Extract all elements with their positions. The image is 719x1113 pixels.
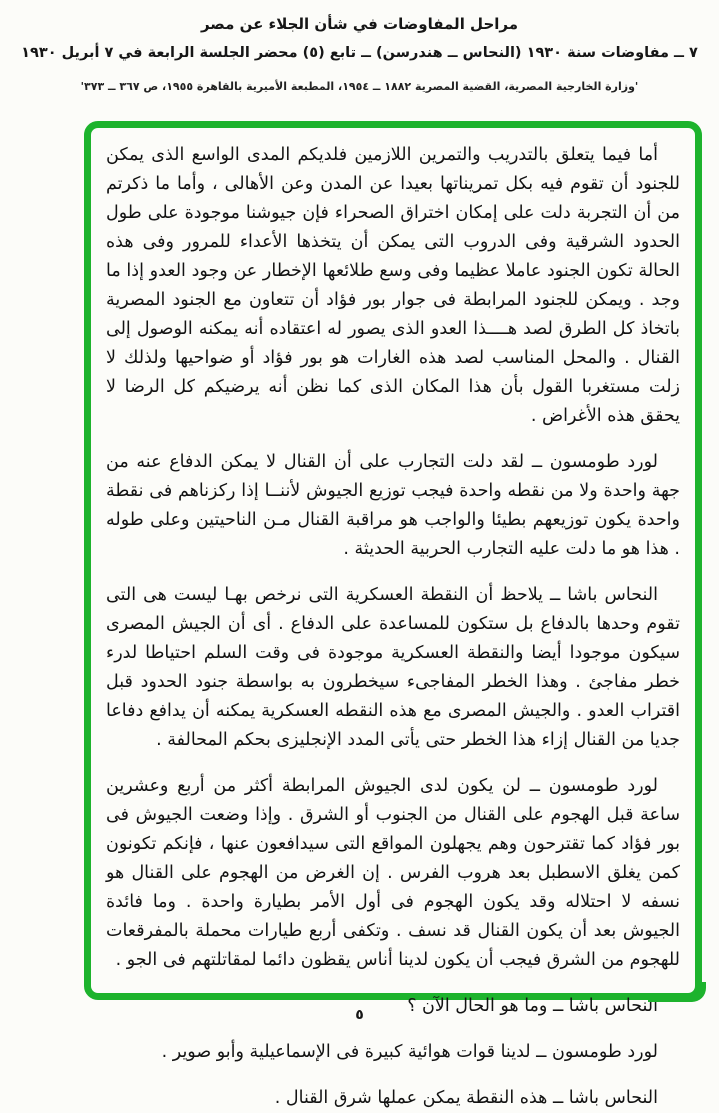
- body-paragraph: النحاس باشا ــ وما هو الحال الآن ؟: [407, 996, 658, 1016]
- highlight-box: [84, 121, 702, 1108]
- document-title: مراحل المفاوضات في شأن الجلاء عن مصر: [200, 15, 519, 33]
- document-source-citation: 'وزارة الخارجية المصرية، القضية المصرية ١٨٨٢ ــ ١٩٥٤، المطبعة الأميرية بالقاهرة ١٩٥٥، ص ٣٦٧ ــ ٣٧٣': [80, 80, 639, 93]
- page-number: ٥: [355, 1007, 364, 1023]
- body-paragraph: النحاس باشا ــ يلاحظ أن النقطة العسكرية التى نرخص بهـا ليست هى التى تقوم وحدها بالدفاع بل ستكون للمساعدة على الدفاع . أى أن الجيش المصرى سيكون موجودا أيضا والنقطة العسكرية موجودة فى وقت السلم احتياطا لدرء خطر مفاجئ . وهذا الخطر المفاجىء سيخطرون به بواسطة جنود الحدود قبل اقتراب العدو . والجيش المصرى مع هذه النقطه العسكرية يمكنه أن يدافع دفاعا جديا من القنال إزاء هذا الخطر حتى يأتى المدد الإنجليزى بحكم المحالفة .: [106, 585, 680, 750]
- body-paragraph: لورد طومسون ــ لدينا قوات هوائية كبيرة فى الإسماعيلية وأبو صوير .: [161, 1042, 658, 1062]
- body-paragraph: لورد طومسون ــ لقد دلت التجارب على أن القنال لا يمكن الدفاع عنه من جهة واحدة ولا من نقطه واحدة فيجب توزيع الجيوش لأننــا إذا ركزناهم فى نقطة واحدة يكون توزيعهم بطيئا والواجب هو مراقبة القنال مـن الناحيتين وعلى طوله . هذا هو ما دلت عليه التجارب الحربية الحديثة .: [106, 452, 680, 559]
- document-subtitle: ٧ ــ مفاوضات سنة ١٩٣٠ (النحاس ــ هندرسن) ــ تابع (٥) محضر الجلسة الرابعة في ٧ أبريل ١٩٣٠: [21, 45, 698, 61]
- body-paragraph: أما فيما يتعلق بالتدريب والتمرين اللازمين فلديكم المدى الواسع الذى يمكن للجنود أن تقوم فيه بكل تمريناتها بعيدا عن المدن وعن الأهالى ، وأما ما ذكرتم من أن التجربة دلت على إمكان اختراق الصحراء فإن جيوشنا موجودة على طول الحدود الشرقية وفى الدروب التى يمكن أن يتخذها الأعداء للمرور وفى هذه الحالة تكون الجنود عاملا عظيما وفى وسع طلائعها الإخطار عن وجود العدو إذا ما وجد . ويمكن للجنود المرابطة فى جوار بور فؤاد أن تتعاون مع الجنود المصرية باتخاذ كل الطرق لصد هــــذا العدو الذى يصور له اعتقاده أنه يمكنه الوصول إلى القنال . والمحل المناسب لصد هذه الغارات هو بور فؤاد أو ضواحيها ولذلك لا زلت مستغربا القول بأن هذا المكان الذى كما نظن أنه يرضيكم كل الرضا لا يحقق هذه الأغراض .: [106, 145, 680, 426]
- annotation-corner-overlap: [648, 982, 706, 1002]
- body-paragraph: لورد طومسون ــ لن يكون لدى الجيوش المرابطة أكثر من أربع وعشرين ساعة قبل الهجوم على القنال من الجنوب أو الشرق . وإذا وضعت الجيوش فى بور فؤاد كما تقترحون وهم يجهلون المواقع التى سيدافعون عنها ، فإنكم تكونون كمن يغلق الاسطبل بعد هروب الفرس . إن الغرض من الهجوم على القنال هو نسفه لا احتلاله وقد يكون الهجوم فى أول الأمر بطيارة واحدة . وما فائدة الجيوش بعد أن يكون القنال قد نسف . وتكفى أربع طيارات محملة بالمفرقعات للهجوم من الشرق فيجب أن يكون لدينا أناس يقظون دائما لمقاتلتهم فى الجو .: [106, 776, 680, 970]
- body-paragraph: النحاس باشا ــ هذه النقطة يمكن عملها شرق القنال .: [274, 1088, 658, 1108]
